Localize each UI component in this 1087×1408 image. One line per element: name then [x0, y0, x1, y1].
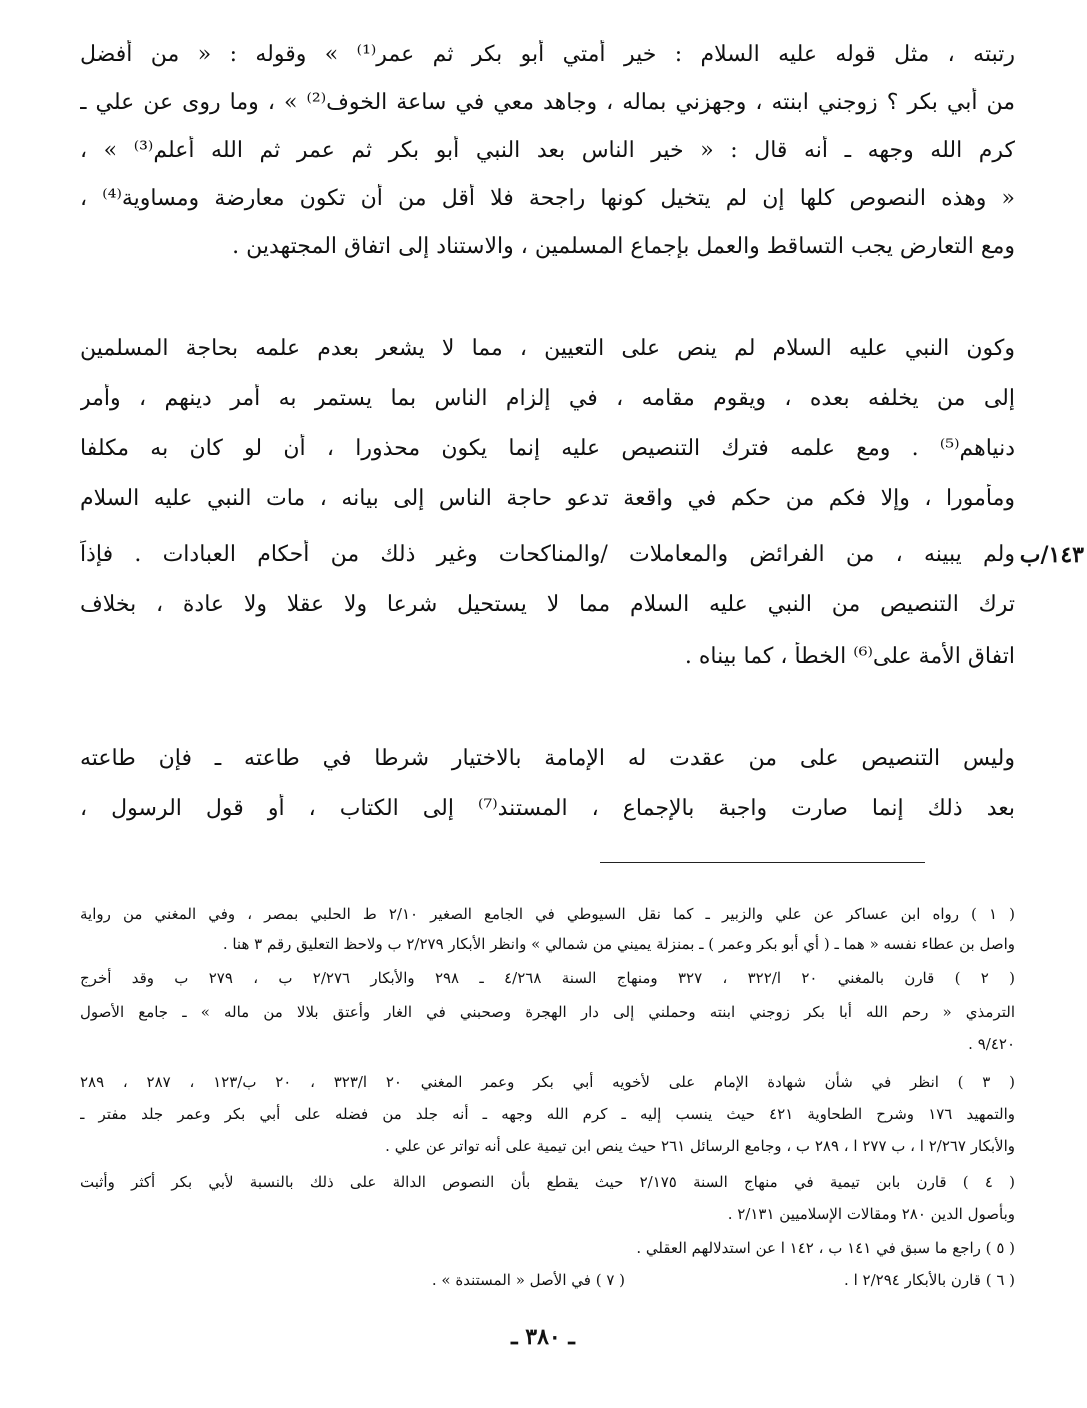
- text-line: دنياهم⁽⁵⁾ . ومع علمه فترك التنصيص عليه إنما يكون محذورا ، أن لو كان به مكلفا: [80, 436, 1015, 461]
- footnote-5: ( ٥ ) راجع ما سبق في ١٤١ ب ، ١٤٢ ا عن استدلالهم العقلي .: [636, 1239, 1015, 1257]
- footnote-line: والتمهيد ١٧٦ وشرح الطحاوية ٤٢١ حيث ينسب إليه ـ كرم الله وجهه ـ أنه جلد من فضله على أبي بكر وعمر جلد مفتر ـ: [80, 1105, 1015, 1123]
- footnote-line: ( ٣ ) انظر في شأن شهادة الإمام على لأخويه أبي بكر وعمر المغني ٢٠ ا/٣٢٣ ، ٢٠ ب/١٢٣ ، ٢٨٧ ، ٢٨٩: [80, 1073, 1015, 1091]
- text-line: من أبي بكر ؟ زوجني ابنته ، وجهزني بماله ، وجاهد معي في ساعة الخوف⁽²⁾ » ، وما روى عن علي ـ: [80, 90, 1015, 115]
- footnote-separator: [600, 862, 925, 863]
- text-line: « وهذه النصوص كلها إن لم يتخيل كونها راجحة فلا أقل من أن تكون معارضة ومساوية⁽⁴⁾ ،: [80, 186, 1015, 211]
- text-line: ولم يبينه ، من الفرائض والمعاملات /والمناكحات وغير ذلك من أحكام العبادات . فإذاً: [80, 542, 1015, 567]
- footnote-line: ( ١ ) رواه ابن عساكر عن علي والزبير ـ كما نقل السيوطي في الجامع الصغير ٢/١٠ ط الحلبي بمصر ، وفي المغني من رواية: [80, 905, 1015, 923]
- text-line: وليس التنصيص على من عقدت له الإمامة بالاختيار شرطا في طاعته ـ فإن طاعته: [80, 746, 1015, 771]
- text-line: كرم الله وجهه ـ أنه قال : « خير الناس بعد النبي أبو بكر ثم عمر ثم الله أعلم⁽³⁾ » ،: [80, 138, 1015, 163]
- text-line: إلى من يخلفه بعده ، ويقوم مقامه ، في إلزام الناس بما يستمر به أمر دينهم ، وأمر: [80, 386, 1015, 411]
- page-number: ـ ٣٨٠ ـ: [511, 1324, 575, 1350]
- footnote-line: ٩/٤٢٠ .: [968, 1035, 1015, 1053]
- text-line: ومع التعارض يجب التساقط والعمل بإجماع المسلمين ، والاستناد إلى اتفاق المجتهدين .: [232, 234, 1015, 259]
- text-line: رتبته ، مثل قوله عليه السلام : خير أُمتي أبو بكر ثم عمر⁽¹⁾ » وقوله : « من أفضل: [80, 42, 1015, 67]
- footnote-line: والأبكار ٢/٢٦٧ ا ، ب ٢٧٧ ا ، ٢٨٩ ب ، وجامع الرسائل ٢٦١ حيث ينص ابن تيمية على أنه تواتر عن علي .: [385, 1137, 1015, 1155]
- text-line: ترك التنصيص من النبي عليه السلام مما لا يستحيل شرعا ولا عقلا ولا عادة ، بخلاف: [80, 592, 1015, 617]
- footnote-line: الترمذي « رحم الله أبا بكر زوجني ابنته وحملني إلى دار الهجرة وصحبني في الغار وأعتق بلالا من ماله » ـ جامع الأصول: [80, 1003, 1015, 1021]
- folio-reference: ١٤٣/ب: [1019, 542, 1084, 568]
- footnote-line: وبأصول الدين ٢٨٠ ومقالات الإسلاميين ٢/١٣١ .: [727, 1205, 1015, 1223]
- text-line: وكون النبي عليه السلام لم ينص على التعيين ، مما لا يشعر بعدم علمه بحاجة المسلمين: [80, 336, 1015, 361]
- footnote-line: واصل بن عطاء نفسه « هما ـ ( أي أبو بكر وعمر ) ـ بمنزلة يميني من شمالي » وانظر الأبكار ٢/٢٧٩ ب ولاحظ التعليق رقم ٣ هنا .: [222, 935, 1015, 953]
- text-line: اتفاق الأمة على⁽⁶⁾ الخطأ ، كما بيناه .: [684, 644, 1015, 669]
- text-line: بعد ذلك إنما صارت واجبة بالإجماع ، المستند⁽⁷⁾ إلى الكتاب ، أو قول الرسول ،: [80, 796, 1015, 821]
- footnote-line: ( ٤ ) قارن بابن تيمية في منهاج السنة ٢/١٧٥ حيث يقطع بأن النصوص الدالة على ذلك بالنسبة لأبي بكر أكثر وأثبت: [80, 1173, 1015, 1191]
- footnote-line: ( ٢ ) قارن بالمغني ٢٠ ا/٣٢٢ ، ٣٢٧ ومنهاج السنة ٤/٢٦٨ ـ ٢٩٨ والأبكار ٢/٢٧٦ ب ، ٢٧٩ ب وقد أخرج: [80, 969, 1015, 987]
- footnote-6: ( ٦ ) قارن بالأبكار ٢/٢٩٤ ا .: [844, 1271, 1015, 1289]
- footnote-7: ( ٧ ) في الأصل « المستندة » .: [431, 1271, 625, 1289]
- text-line: ومأمورا ، وإلا فكم من حكم في واقعة تدعو حاجة الناس إلى بيانه ، مات النبي عليه السلام: [80, 486, 1015, 511]
